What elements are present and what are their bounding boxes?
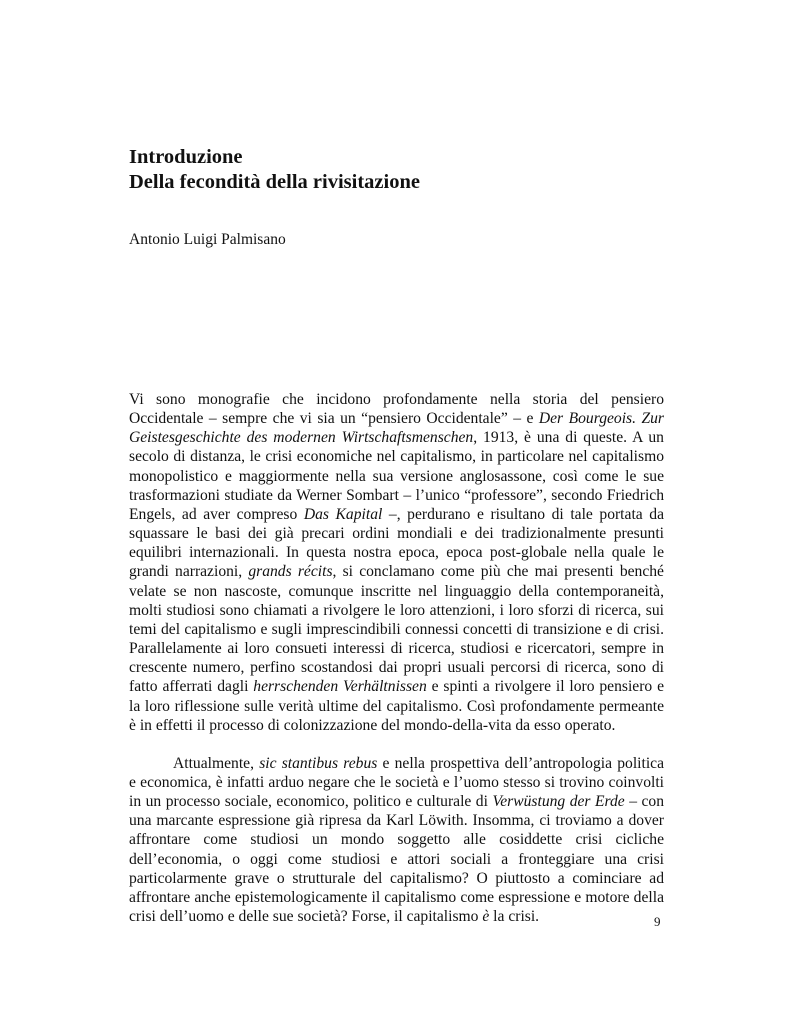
text-run: , si conclamano come più che mai presenti benché velate se non nascoste, comunque inscritte nel linguaggio della contemporaneità, molti studiosi sono chiamati a rivolgere le loro attenzioni, i loro sforzi di ricerca, sui temi del capitalismo e sugli imprescindibili connessi concetti di transizione e di crisi. Parallelamente ai loro consueti interessi di ricerca, studiosi e ricercatori, sempre in crescente numero, perfino scostandosi dai propri usuali percorsi di ricerca, sono di fatto afferrati dagli	[129, 563, 664, 696]
italic-phrase: Verwüstung der Erde	[492, 793, 625, 811]
title-line-1: Introduzione	[129, 146, 243, 168]
text-run: e nella prospettiva dell’antropologia politica e economica, è infatti arduo negare che le società e l’uomo stesso si trovino coinvolti in un processo sociale, economico, politico e culturale di	[129, 754, 664, 811]
title-line-2: Della fecondità della rivisitazione	[129, 171, 420, 193]
author-name: Antonio Luigi Palmisano	[129, 231, 286, 248]
text-run: e spinti a rivolgere il loro pensiero e la loro riflessione sulle verità ultime del capitalismo. Così profondamente permeante è in effetti il processo di colonizzazione del mondo-della-vita da esso operato.	[129, 678, 664, 734]
text-run: Attualmente,	[173, 754, 260, 772]
italic-title: Der Bourgeois. Zur Geistesgeschichte des modernen Wirtschaftsmenschen	[129, 410, 665, 447]
text-run: – con una marcante espressione già ripresa da Karl Löwith. Insomma, ci troviamo a dover affrontare come studiosi un mondo soggetto alle cosiddette crisi cicliche dell’economia, o oggi come studiosi e attori sociali a fronteggiare una crisi particolarmente grave o strutturale del capitalismo? O piuttosto a cominciare ad affrontare anche epistemologicamente il capitalismo come espressione e motore della crisi dell’uomo e delle sue società? Forse, il capitalismo	[129, 793, 665, 926]
text-run: –, perdurano e risultano di tale portata da squassare le basi dei già precari ordini mondiali e dei tradizionalmente presunti equilibri internazionali. In questa nostra epoca, epoca post-globale nella quale le grandi narrazioni,	[129, 505, 664, 581]
text-run: Vi sono monografie che incidono profondamente nella storia del pensiero Occidentale – sempre che vi sia un “pensiero Occidentale” – e	[129, 391, 664, 428]
italic-phrase: herrschenden Verhältnissen	[253, 678, 427, 696]
italic-title: Das Kapital	[303, 505, 383, 523]
page-number: 9	[654, 914, 661, 929]
italic-word: è	[482, 908, 490, 926]
text-run: la crisi.	[489, 908, 540, 926]
paragraph-1	[129, 390, 664, 735]
chapter-title	[129, 145, 669, 195]
body-text	[129, 390, 664, 926]
paragraph-2	[129, 754, 664, 926]
italic-phrase: sic stantibus rebus	[259, 754, 378, 772]
italic-phrase: grands récits	[248, 563, 333, 581]
text-run: , 1913, è una di queste. A un secolo di distanza, le crisi economiche nel capitalismo, in particolare nel capitalismo monopolistico e maggiormente nella sua versione anglosassone, così come le sue trasformazioni studiate da Werner Sombart – l’unico “professore”, secondo Friedrich Engels, ad aver compreso	[129, 429, 664, 523]
